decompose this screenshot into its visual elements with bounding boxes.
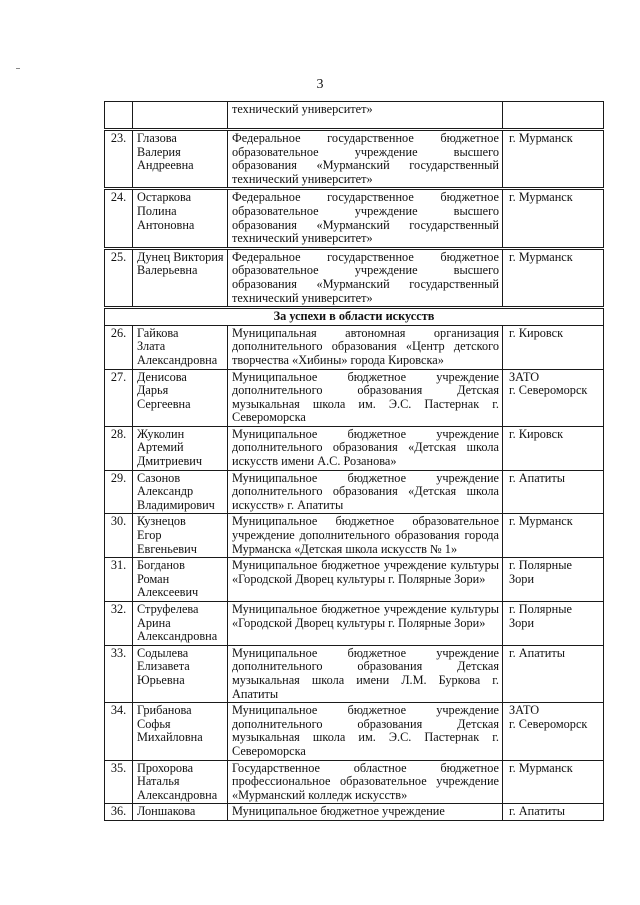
scan-mark (16, 68, 20, 69)
awardees-table (104, 101, 604, 821)
city: г. Мурманск (503, 760, 604, 804)
city: г. Апатиты (503, 804, 604, 821)
person-name: Дунец Виктория Валерьевна (133, 248, 228, 307)
row-number: 33. (105, 645, 133, 702)
organization: Федеральное государственное бюджетное образовательное учреждение высшего образования «Мурманский государственный технический университет» (228, 248, 503, 307)
person-name: Сазонов Александр Владимирович (133, 470, 228, 514)
person-name: Жуколин Артемий Дмитриевич (133, 426, 228, 470)
city: г. Мурманск (503, 514, 604, 558)
person-name: Лоншакова (133, 804, 228, 821)
person-name: Остаркова Полина Антоновна (133, 189, 228, 248)
person-name: Содылева Елизавета Юрьевна (133, 645, 228, 702)
table-row (105, 189, 604, 248)
row-number: 25. (105, 248, 133, 307)
row-number: 35. (105, 760, 133, 804)
row-number: 27. (105, 369, 133, 426)
organization: Муниципальное бюджетное учреждение дополнительного образования «Детская школа искусств имени А.С. Розанова» (228, 426, 503, 470)
city: г. Мурманск (503, 130, 604, 189)
table-row (105, 760, 604, 804)
city: г. Полярные Зори (503, 558, 604, 602)
table-body-upper (105, 102, 604, 308)
organization: Муниципальное бюджетное учреждение дополнительного образования Детская музыкальная школа им. Э.С. Пастернак г. Североморска (228, 703, 503, 760)
organization: Муниципальное бюджетное учреждение дополнительного образования Детская музыкальная школа имени Л.М. Буркова г. Апатиты (228, 645, 503, 702)
city: г. Апатиты (503, 645, 604, 702)
organization: Муниципальное бюджетное учреждение культуры «Городской Дворец культуры г. Полярные Зори» (228, 558, 503, 602)
city: г. Полярные Зори (503, 602, 604, 646)
person-name: Денисова Дарья Сергеевна (133, 369, 228, 426)
table-row (105, 514, 604, 558)
row-number: 34. (105, 703, 133, 760)
table-row-continuation (105, 102, 604, 130)
table-row (105, 645, 604, 702)
organization: Муниципальная автономная организация дополнительного образования «Центр детского творчества «Хибины» города Кировска» (228, 325, 503, 369)
table-row (105, 325, 604, 369)
table-row (105, 426, 604, 470)
table-row (105, 804, 604, 821)
city: г. Мурманск (503, 189, 604, 248)
row-number: 36. (105, 804, 133, 821)
row-number: 23. (105, 130, 133, 189)
person-name: Грибанова Софья Михайловна (133, 703, 228, 760)
row-number (105, 102, 133, 130)
row-number: 24. (105, 189, 133, 248)
table-row (105, 602, 604, 646)
city: г. Мурманск (503, 248, 604, 307)
table-row (105, 470, 604, 514)
organization: Федеральное государственное бюджетное образовательное учреждение высшего образования «Мурманский государственный технический университет» (228, 189, 503, 248)
organization: Государственное областное бюджетное профессиональное образовательное учреждение «Мурманский колледж искусств» (228, 760, 503, 804)
row-number: 30. (105, 514, 133, 558)
city (503, 102, 604, 130)
table-row (105, 248, 604, 307)
organization: Муниципальное бюджетное образовательное учреждение дополнительного образования города Мурманска «Детская школа искусств № 1» (228, 514, 503, 558)
person-name: Гайкова Злата Александровна (133, 325, 228, 369)
city: г. Кировск (503, 325, 604, 369)
row-number: 31. (105, 558, 133, 602)
city: г. Кировск (503, 426, 604, 470)
section-header-row (105, 308, 604, 326)
organization: Муниципальное бюджетное учреждение (228, 804, 503, 821)
table-row (105, 558, 604, 602)
organization: Муниципальное бюджетное учреждение дополнительного образования Детская музыкальная школа им. Э.С. Пастернак г. Североморска (228, 369, 503, 426)
row-number: 32. (105, 602, 133, 646)
person-name: Прохорова Наталья Александровна (133, 760, 228, 804)
person-name: Кузнецов Егор Евгеньевич (133, 514, 228, 558)
row-number: 26. (105, 325, 133, 369)
section-title: За успехи в области искусств (105, 308, 604, 326)
organization: Муниципальное бюджетное учреждение культуры «Городской Дворец культуры г. Полярные Зори» (228, 602, 503, 646)
table-body-section (105, 308, 604, 326)
row-number: 28. (105, 426, 133, 470)
city: ЗАТО г. Североморск (503, 369, 604, 426)
person-name (133, 102, 228, 130)
city: г. Апатиты (503, 470, 604, 514)
city: ЗАТО г. Североморск (503, 703, 604, 760)
person-name: Богданов Роман Алексеевич (133, 558, 228, 602)
page-number: 3 (316, 77, 324, 92)
table-row (105, 130, 604, 189)
table-body-lower (105, 325, 604, 820)
organization: Муниципальное бюджетное учреждение дополнительного образования «Детская школа искусств» г. Апатиты (228, 470, 503, 514)
organization: технический университет» (228, 102, 503, 130)
table-row (105, 369, 604, 426)
organization: Федеральное государственное бюджетное образовательное учреждение высшего образования «Мурманский государственный технический университет» (228, 130, 503, 189)
table-row (105, 703, 604, 760)
person-name: Струфелева Арина Александровна (133, 602, 228, 646)
row-number: 29. (105, 470, 133, 514)
person-name: Глазова Валерия Андреевна (133, 130, 228, 189)
